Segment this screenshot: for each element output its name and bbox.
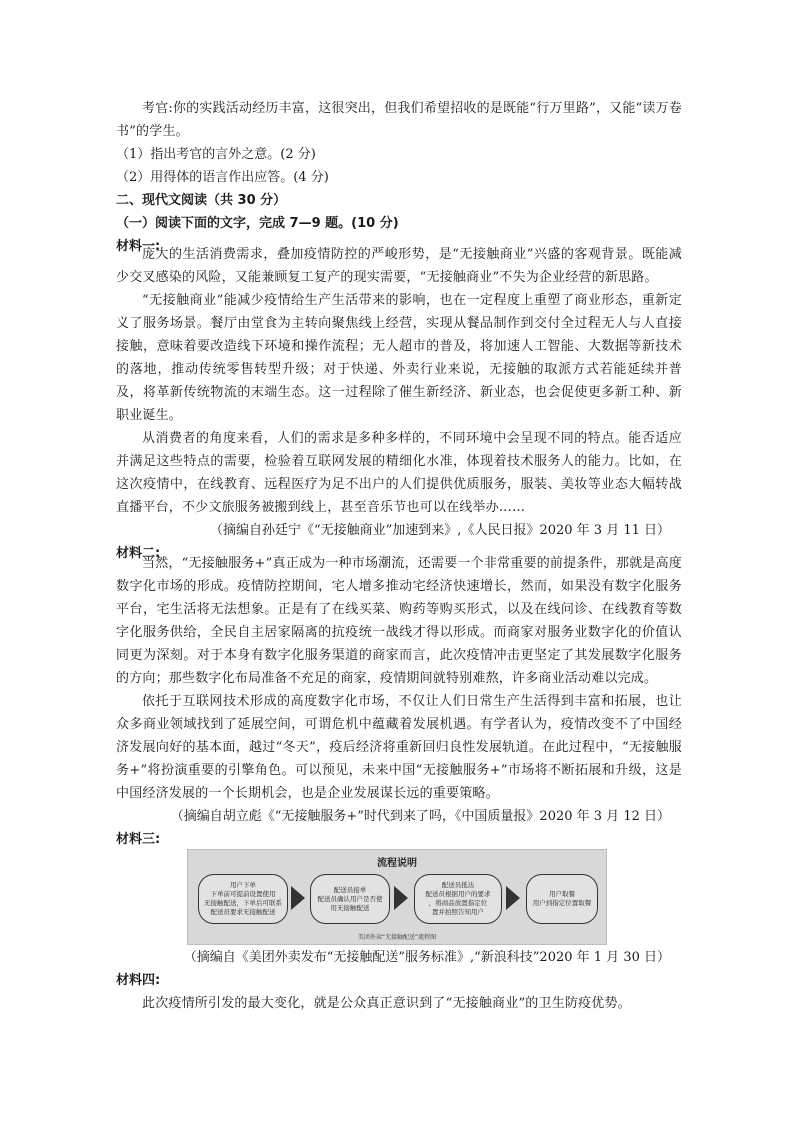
flow-step-line: 用户取餐 bbox=[549, 890, 575, 898]
material-4-title: 材料四: bbox=[116, 973, 161, 988]
material-1-para-1: 庞大的生活消费需求，叠加疫情防控的严峻形势，是“无接触商业”兴盛的客观背景。既能减少交叉感染的风险，又能兼顾复工复产的现实需要，“无接触商业”不失为企业经营的新思路。 bbox=[116, 247, 682, 285]
material-3-title: 材料三: bbox=[116, 832, 161, 847]
flow-step-line: 配送员接单 bbox=[333, 885, 367, 894]
material-2-para-1: 当然，“无接触服务+”真正成为一种市场潮流，还需要一个非常重要的前提条件，那就是高度数字化市场的形成。疫情防控期间，宅人增多推动宅经济快速增长，然而，如果没有数字化服务平台，宅生活将无法想象。正是有了在线买菜、购药等购买形式，以及在线问诊、在线教育等数字化服务供给，全民自主居家隔离的抗疫统一战线才得以形成。而商家对服务业数字化的价值认同更为深刻。对于本身有数字化服务渠道的商家而言，此次疫情冲击更坚定了其发展数字化服务的方向；那些数字化布局准备不充足的商家，疫情期间就特别难熬，许多商业活动难以完成。 bbox=[116, 556, 682, 686]
flow-arrow-icon bbox=[291, 886, 305, 910]
flow-step-line: ，将商品放置指定位 bbox=[428, 899, 488, 907]
question-1: （1）指出考官的言外之意。(2 分) bbox=[116, 147, 316, 162]
flowchart-title: 流程说明 bbox=[377, 858, 417, 869]
flowchart-caption: 美团外卖“无接触配送”流程图 bbox=[357, 934, 437, 941]
flow-step-line: 用户下单 bbox=[230, 881, 256, 889]
section-heading: 二、现代文阅读（共 30 分） bbox=[116, 193, 287, 208]
flow-arrow-icon bbox=[394, 886, 408, 910]
material-1-body bbox=[116, 243, 682, 565]
flow-step-line: 用户到指定位置取餐 bbox=[532, 899, 592, 907]
material-2-body bbox=[116, 552, 682, 851]
flow-step-line: 下单前可提前设置使用 bbox=[210, 890, 276, 898]
flow-arrow-icon bbox=[506, 886, 520, 910]
flow-step-accept bbox=[310, 874, 390, 924]
flow-step-line: 用无接触配送 bbox=[330, 903, 370, 912]
flow-step-pickup bbox=[526, 874, 598, 924]
question-2: （2）用得体的语言作出应答。(4 分) bbox=[116, 170, 329, 185]
material-4-para: 此次疫情所引发的最大变化，就是公众真正意识到了“无接触商业”的卫生防疫优势。 bbox=[142, 996, 631, 1011]
delivery-flowchart bbox=[187, 849, 607, 945]
flow-step-line: 配送员确认用户是否使 bbox=[317, 894, 383, 903]
examiner-remark: 考官:你的实践活动经历丰富，这很突出，但我们希望招收的是既能“行万里路”，又能“读万卷书”的学生。 bbox=[116, 101, 682, 139]
subsection-heading: （一）阅读下面的文字，完成 7—9 题。(10 分) bbox=[116, 216, 399, 231]
material-1-para-2: “无接触商业”能减少疫情给生产生活带来的影响，也在一定程度上重塑了商业形态，重新定义了服务场景。餐厅由堂食为主转向聚焦线上经营，实现从餐品制作到交付全过程无人与人直接接触，意味着要改造线下环境和操作流程；无人超市的普及，将加速人工智能、大数据等新技术的落地，推动传统零售转型升级；对于快递、外卖行业来说，无接触的取派方式若能延续并普及，将革新传统物流的末端生态。这一过程除了催生新经济、新业态，也会促使更多新工种、新职业诞生。 bbox=[116, 293, 682, 423]
flow-step-line: 无接触配送，下单后可联系 bbox=[204, 899, 282, 907]
material-2-para-2: 依托于互联网技术形成的高度数字化市场，不仅让人们日常生产生活得到丰富和拓展，也让众多商业领域找到了延展空间，可谓危机中蕴藏着发展机遇。有学者认为，疫情改变不了中国经济发展向好的基本面，越过“冬天”，疫后经济将重新回归良性发展轨道。在此过程中，“无接触服务+”将扮演重要的引擎角色。可以预见，未来中国“无接触服务+”市场将不断拓展和升级，这是中国经济发展的一个长期机会，也是企业发展谋长远的重要策略。 bbox=[116, 694, 682, 801]
flow-step-line: 配送员要求无接触配送 bbox=[210, 908, 276, 916]
material-1-para-3: 从消费者的角度来看，人们的需求是多种多样的，不同环境中会呈现不同的特点。能否适应并满足这些特点的需要，检验着互联网发展的精细化水准，体现着技术服务人的能力。比如，在这次疫情中，在线教育、远程医疗为足不出户的人们提供优质服务，服装、美妆等业态大幅转战直播平台，不少文旅服务被搬到线上，甚至音乐节也可以在线举办…… bbox=[116, 431, 682, 515]
material-3-source: （摘编自《美团外卖发布“无接触配送”服务标准》,“新浪科技”2020 年 1 月 30 日） bbox=[183, 950, 670, 965]
material-1-source: （摘编自孙廷宁《“无接触商业”加速到来》,《人民日报》2020 年 3 月 11 日） bbox=[210, 523, 670, 538]
flow-step-line: 配送员抵达 bbox=[441, 881, 475, 889]
flow-step-arrive bbox=[414, 874, 502, 924]
flow-step-line: 配送员根据用户的要求 bbox=[425, 890, 491, 898]
material-2-source: （摘编自胡立彪《“无接触服务+”时代到来了吗，《中国质量报》2020 年 3 月 12 日） bbox=[170, 809, 670, 824]
flow-step-line: 置并拍照告知用户 bbox=[432, 908, 484, 916]
question-block bbox=[116, 97, 682, 258]
flow-step-order bbox=[198, 874, 288, 924]
material-1-title: 材料一: bbox=[116, 239, 161, 254]
material-2-title: 材料二: bbox=[116, 546, 161, 561]
material-3-4-body bbox=[116, 946, 682, 1015]
